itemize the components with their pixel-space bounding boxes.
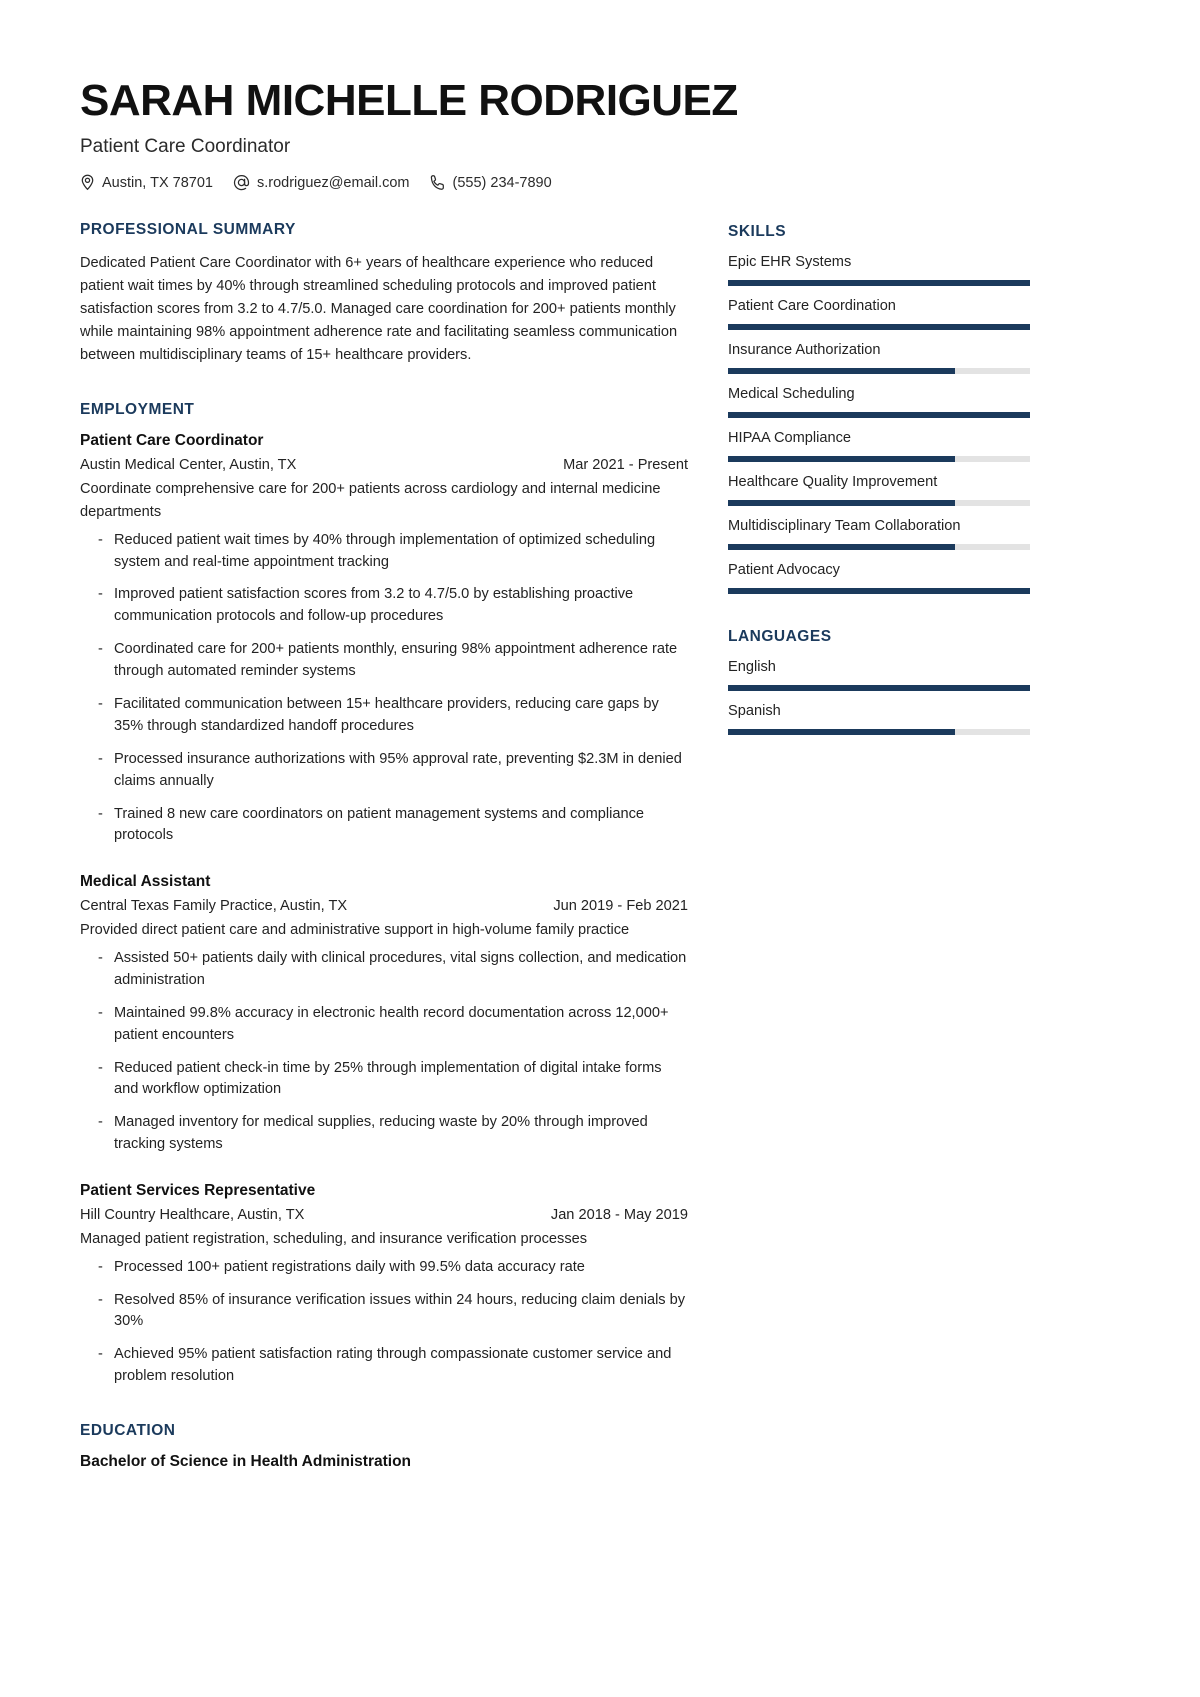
bullet-text: Assisted 50+ patients daily with clinical procedures, vital signs collection, and medication administration — [114, 949, 687, 988]
skill-meter — [728, 280, 1030, 286]
employment-meta — [80, 457, 688, 473]
employment-description: Coordinate comprehensive care for 200+ patients across cardiology and internal medicine departments — [80, 481, 661, 521]
employment-bullet — [80, 639, 688, 683]
skill-label: Patient Advocacy — [728, 562, 840, 579]
skill-label: Patient Care Coordination — [728, 298, 896, 315]
skill-meter-fill — [728, 280, 1030, 286]
skill-item — [728, 518, 1030, 550]
employment-company: Hill Country Healthcare, Austin, TX — [80, 1207, 305, 1224]
bullet-marker: - — [98, 586, 103, 603]
candidate-job-title: Patient Care Coordinator — [80, 136, 291, 158]
skills-heading: SKILLS — [728, 223, 787, 241]
employment-bullet — [80, 584, 688, 628]
skill-meter — [728, 368, 1030, 374]
employment-dates: Jun 2019 - Feb 2021 — [553, 898, 688, 915]
contact-location — [80, 174, 213, 191]
skill-item — [728, 430, 1030, 462]
skill-label: Medical Scheduling — [728, 386, 855, 403]
skill-label: HIPAA Compliance — [728, 430, 852, 447]
bullet-text: Managed inventory for medical supplies, reducing waste by 20% through improved tracking systems — [114, 1114, 648, 1153]
employment-bullets — [80, 530, 688, 848]
skill-label: Insurance Authorization — [728, 342, 881, 359]
employment-entry — [80, 1182, 688, 1388]
employment-description: Provided direct patient care and administrative support in high-volume family practice — [80, 922, 630, 939]
employment-bullet — [80, 948, 688, 992]
employment-bullet — [80, 1290, 688, 1334]
main-column — [80, 221, 688, 1471]
skill-item — [728, 342, 1030, 374]
skills-list — [728, 254, 1030, 594]
resume-body — [80, 221, 1028, 1471]
skill-meter — [728, 544, 1030, 550]
bullet-marker: - — [98, 949, 103, 966]
bullet-text: Coordinated care for 200+ patients monthly, ensuring 98% appointment adherence rate through automated reminder systems — [114, 641, 678, 680]
language-item — [728, 659, 1030, 691]
employment-meta — [80, 1207, 688, 1223]
education-list — [80, 1453, 688, 1471]
contact-email — [233, 174, 410, 191]
languages-heading: LANGUAGES — [728, 628, 832, 646]
employment-bullet — [80, 749, 688, 793]
bullet-marker: - — [98, 805, 103, 822]
languages-list — [728, 659, 1030, 735]
skill-meter-fill — [728, 544, 955, 550]
bullet-text: Trained 8 new care coordinators on patient management systems and compliance protocols — [114, 805, 644, 844]
phone-icon — [430, 174, 446, 191]
skill-meter-fill — [728, 456, 955, 462]
employment-meta — [80, 898, 688, 914]
resume-header — [80, 78, 1028, 191]
language-label: English — [728, 659, 776, 676]
employment-bullet — [80, 1058, 688, 1102]
skill-label: Epic EHR Systems — [728, 254, 852, 271]
skill-item — [728, 254, 1030, 286]
employment-entry — [80, 432, 688, 847]
skill-item — [728, 474, 1030, 506]
skill-item — [728, 298, 1030, 330]
bullet-text: Maintained 99.8% accuracy in electronic health record documentation across 12,000+ patient encounters — [114, 1004, 669, 1043]
section-education — [80, 1422, 688, 1471]
employment-heading: EMPLOYMENT — [80, 401, 195, 419]
bullet-marker: - — [98, 1346, 103, 1363]
skill-meter-fill — [728, 368, 955, 374]
language-meter — [728, 685, 1030, 691]
section-professional-summary — [80, 221, 688, 367]
bullet-text: Reduced patient wait times by 40% through implementation of optimized scheduling system and real-time appointment tracking — [114, 531, 656, 570]
education-entry — [80, 1453, 688, 1471]
employment-bullet — [80, 804, 688, 848]
employment-bullets — [80, 1257, 688, 1388]
language-label: Spanish — [728, 703, 781, 720]
employment-role: Patient Care Coordinator — [80, 432, 264, 450]
employment-bullet — [80, 1112, 688, 1156]
skill-label: Multidisciplinary Team Collaboration — [728, 518, 961, 535]
skill-meter-fill — [728, 588, 1030, 594]
bullet-marker: - — [98, 750, 103, 767]
skill-meter-fill — [728, 412, 1030, 418]
contact-row — [80, 174, 1028, 191]
skill-item — [728, 386, 1030, 418]
location-pin-icon — [80, 174, 95, 191]
at-sign-icon — [233, 174, 250, 191]
contact-location-text: Austin, TX 78701 — [102, 174, 213, 191]
contact-phone-text: (555) 234-7890 — [452, 174, 552, 191]
employment-bullet — [80, 1003, 688, 1047]
side-column — [728, 221, 1030, 747]
employment-company: Austin Medical Center, Austin, TX — [80, 457, 297, 474]
employment-role: Patient Services Representative — [80, 1182, 316, 1200]
skill-meter-fill — [728, 500, 955, 506]
skill-meter — [728, 456, 1030, 462]
bullet-marker: - — [98, 1258, 103, 1275]
skill-item — [728, 562, 1030, 594]
employment-bullet — [80, 530, 688, 574]
bullet-text: Improved patient satisfaction scores from 3.2 to 4.7/5.0 by establishing proactive communication protocols and follow-up procedures — [114, 586, 634, 625]
education-degree: Bachelor of Science in Health Administration — [80, 1453, 412, 1471]
employment-dates: Mar 2021 - Present — [563, 457, 688, 474]
summary-heading: PROFESSIONAL SUMMARY — [80, 221, 296, 239]
employment-bullet — [80, 1257, 688, 1279]
language-meter — [728, 729, 1030, 735]
skill-label: Healthcare Quality Improvement — [728, 474, 938, 491]
bullet-text: Achieved 95% patient satisfaction rating through compassionate customer service and problem resolution — [114, 1346, 672, 1385]
employment-bullets — [80, 948, 688, 1156]
language-meter-fill — [728, 729, 955, 735]
candidate-name: SARAH MICHELLE RODRIGUEZ — [80, 76, 738, 125]
contact-phone — [430, 174, 552, 191]
bullet-text: Processed 100+ patient registrations daily with 99.5% data accuracy rate — [114, 1258, 585, 1275]
bullet-marker: - — [98, 641, 103, 658]
employment-bullet — [80, 694, 688, 738]
skill-meter — [728, 500, 1030, 506]
contact-email-text: s.rodriguez@email.com — [256, 174, 410, 191]
bullet-marker: - — [98, 1291, 103, 1308]
employment-company: Central Texas Family Practice, Austin, TX — [80, 898, 348, 915]
education-heading: EDUCATION — [80, 1422, 176, 1440]
employment-bullet — [80, 1344, 688, 1388]
bullet-marker: - — [98, 1114, 103, 1131]
bullet-marker: - — [98, 1004, 103, 1021]
bullet-text: Reduced patient check-in time by 25% through implementation of digital intake forms and workflow optimization — [114, 1059, 662, 1098]
skill-meter — [728, 588, 1030, 594]
summary-text: Dedicated Patient Care Coordinator with 6+ years of healthcare experience who reduced patient wait times by 40% through streamlined scheduling protocols and improved patient satisfaction scores from 3.2 to 4.7/5.0. Managed care coordination for 200+ patients monthly while maintaining 98% appointment adherence rate and facilitating seamless communication between multidisciplinary teams of 15+ healthcare providers. — [80, 255, 678, 364]
bullet-text: Facilitated communication between 15+ healthcare providers, reducing care gaps by 35% through standardized handoff procedures — [114, 695, 659, 734]
language-meter-fill — [728, 685, 1030, 691]
bullet-text: Resolved 85% of insurance verification issues within 24 hours, reducing claim denials by 30% — [114, 1291, 686, 1330]
skill-meter — [728, 412, 1030, 418]
section-languages — [728, 628, 1030, 735]
employment-role: Medical Assistant — [80, 873, 211, 891]
section-skills — [728, 223, 1030, 594]
skill-meter — [728, 324, 1030, 330]
skill-meter-fill — [728, 324, 1030, 330]
bullet-marker: - — [98, 1059, 103, 1076]
bullet-text: Processed insurance authorizations with 95% approval rate, preventing $2.3M in denied claims annually — [114, 750, 682, 789]
section-employment — [80, 401, 688, 1388]
employment-entry — [80, 873, 688, 1156]
language-item — [728, 703, 1030, 735]
employment-description: Managed patient registration, scheduling, and insurance verification processes — [80, 1231, 588, 1248]
bullet-marker: - — [98, 695, 103, 712]
employment-dates: Jan 2018 - May 2019 — [550, 1207, 688, 1224]
employment-list — [80, 432, 688, 1388]
bullet-marker: - — [98, 531, 103, 548]
